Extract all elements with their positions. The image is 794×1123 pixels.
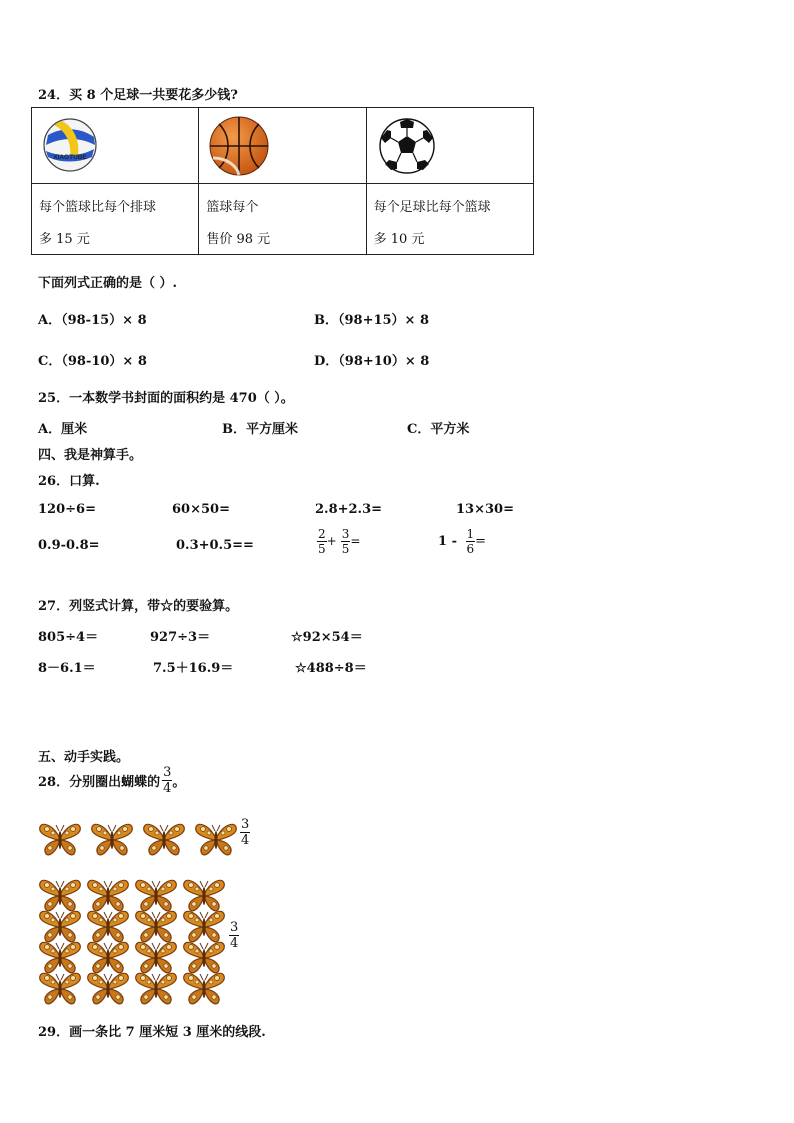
q27-title: 27．列竖式计算，带☆的要验算。 [38, 599, 239, 614]
q25-title: 25．一本数学书封面的面积约是 470（ ）。 [38, 391, 294, 406]
q24-title: 24．买 8 个足球一共要花多少钱? [38, 88, 238, 103]
ball-price-table [31, 107, 534, 255]
q26-r2-4-one-minus-fraction: 1 - $\frac{1}{6}$ = [438, 527, 487, 556]
q24-option-a: A．（98-15）× 8 [38, 313, 147, 328]
q27-r2-2: 7.5＋16.9＝ [153, 661, 234, 676]
cell3-line2: 多 10 元 [373, 232, 425, 247]
cell3-line1: 每个足球比每个篮球 [373, 200, 491, 215]
q27-r1-3: ☆92×54＝ [291, 630, 363, 645]
q27-r1-2: 927÷3＝ [150, 630, 211, 645]
q27-r1-1: 805÷4＝ [38, 630, 99, 645]
q26-r2-1: 0.9-0.8= [38, 538, 100, 553]
q25-option-b: B．平方厘米 [222, 422, 298, 437]
q28-title: 28．分别圈出蝴蝶的 $\frac{3}{4}$ 。 [38, 765, 186, 796]
q26-r1-1: 120÷6= [38, 502, 96, 517]
cell1-line2: 多 15 元 [39, 232, 90, 247]
butterfly [86, 970, 130, 1006]
q26-r2-2: 0.3+0.5== [176, 538, 254, 553]
butterfly [38, 821, 82, 857]
q26-r1-3: 2.8+2.3= [315, 502, 383, 517]
soccer-info-cell [366, 184, 533, 255]
soccer-cell [366, 108, 533, 184]
basketball-icon [207, 114, 271, 178]
basketball-cell [199, 108, 366, 184]
volleyball-icon [40, 115, 100, 175]
section-4-heading: 四、我是神算手。 [38, 448, 143, 463]
q24-option-c: C．（98-10）× 8 [38, 354, 147, 369]
butterfly [90, 821, 134, 857]
group-2-fraction-label: $\frac{3}{4}$ [230, 920, 239, 951]
cell2-line1: 篮球每个 [206, 200, 259, 215]
q27-r2-1: 8－6.1＝ [38, 661, 96, 676]
q24-option-b: B．（98+15）× 8 [314, 313, 430, 328]
basketball-info-cell [199, 184, 366, 255]
cell1-line1: 每个篮球比每个排球 [39, 200, 157, 215]
q27-r2-3: ☆488÷8＝ [295, 661, 367, 676]
q29-title: 29．画一条比 7 厘米短 3 厘米的线段. [38, 1025, 266, 1040]
q26-title: 26．口算. [38, 474, 100, 489]
q26-r1-4: 13×30= [456, 502, 514, 517]
volleyball-cell [32, 108, 199, 184]
q25-option-c: C．平方米 [407, 422, 470, 437]
butterfly [182, 970, 226, 1006]
butterfly [194, 821, 238, 857]
soccer-ball-icon [377, 116, 437, 176]
q24-option-d: D．（98+10）× 8 [314, 354, 430, 369]
volleyball-brand: XIAOTUBE [53, 154, 87, 161]
butterfly [38, 970, 82, 1006]
group-1-fraction-label: $\frac{3}{4}$ [241, 817, 250, 848]
q25-option-a: A．厘米 [38, 422, 88, 437]
q24-prompt: 下面列式正确的是（ ）. [38, 276, 178, 291]
section-5-heading: 五、动手实践。 [38, 750, 130, 765]
butterfly [134, 970, 178, 1006]
q26-r2-3-fraction-sum: $\frac{2}{5}$ + $\frac{3}{5}$ = [318, 527, 361, 556]
volleyball-info-cell [32, 184, 199, 255]
q26-r1-2: 60×50= [172, 502, 230, 517]
cell2-line2: 售价 98 元 [206, 232, 271, 247]
butterfly [142, 821, 186, 857]
